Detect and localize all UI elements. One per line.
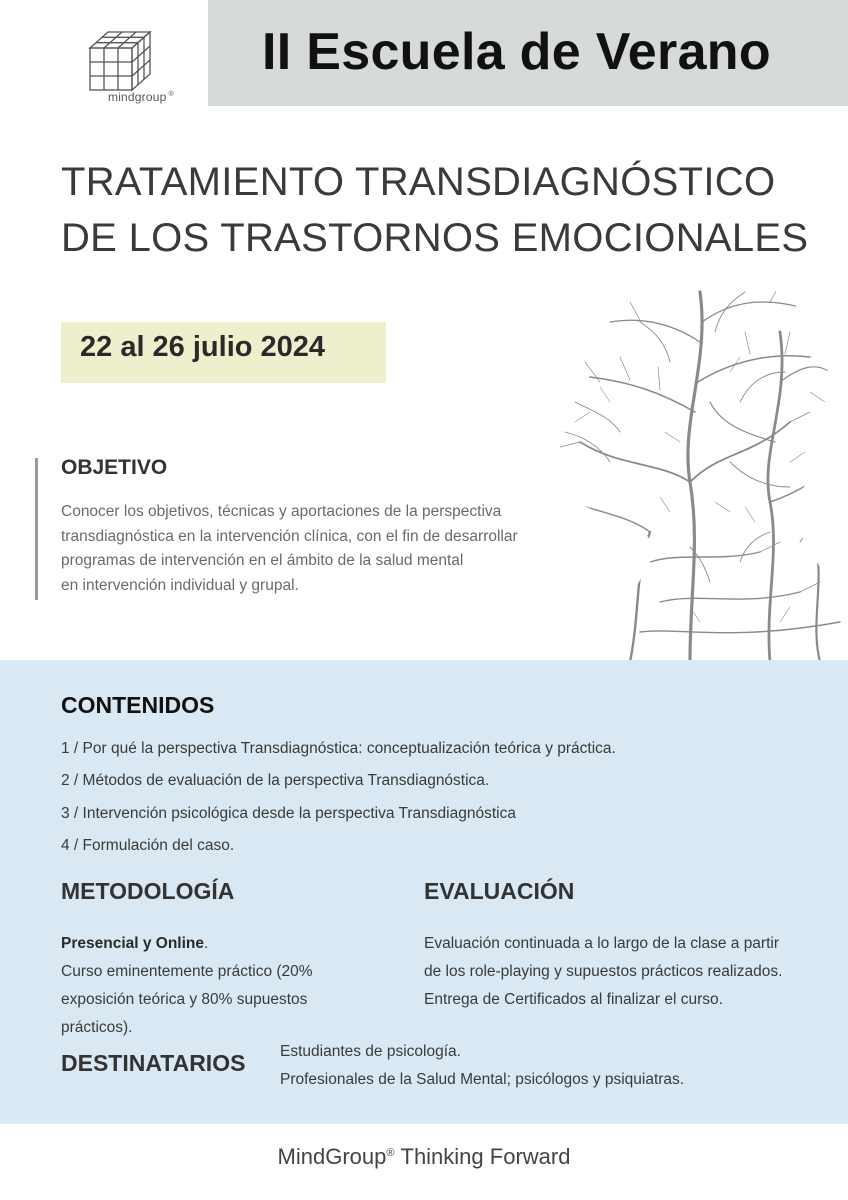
- contenidos-item: 2 / Métodos de evaluación de la perspectiva Transdiagnóstica.: [61, 772, 490, 789]
- metodologia-heading: METODOLOGÍA: [61, 878, 235, 904]
- logo-wordmark: mindgroup ®: [108, 90, 174, 104]
- evaluacion-heading: EVALUACIÓN: [424, 878, 575, 904]
- objetivo-line: Conocer los objetivos, técnicas y aportaciones de la perspectiva: [61, 503, 502, 520]
- cube-logo-icon: [86, 28, 156, 94]
- evaluacion-line: de los role-playing y supuestos prácticos realizados.: [424, 963, 783, 980]
- metodologia-text: [61, 930, 381, 1042]
- event-title: II Escuela de Verano: [262, 23, 771, 81]
- destinatarios-line: Estudiantes de psicología.: [280, 1043, 461, 1060]
- footer-tagline: MindGroup® Thinking Forward: [277, 1144, 571, 1169]
- destinatarios-heading: DESTINATARIOS: [61, 1050, 246, 1076]
- metodologia-line: Curso eminentemente práctico (20%: [61, 963, 313, 980]
- objetivo-accent-bar: [35, 458, 38, 600]
- evaluacion-line: Evaluación continuada a lo largo de la clase a partir: [424, 935, 780, 952]
- course-dates: 22 al 26 julio 2024: [80, 331, 326, 363]
- course-title: [61, 154, 808, 266]
- contenidos-item: 1 / Por qué la perspectiva Transdiagnóstica: conceptualización teórica y práctica.: [61, 740, 616, 757]
- contenidos-heading: CONTENIDOS: [61, 692, 215, 718]
- evaluacion-text: [424, 930, 844, 1014]
- contenidos-item: 3 / Intervención psicológica desde la perspectiva Transdiagnóstica: [61, 805, 516, 822]
- objetivo-line: programas de intervención en el ámbito de la salud mental: [61, 552, 464, 569]
- course-title-line: DE LOS TRASTORNOS EMOCIONALES: [61, 216, 809, 260]
- destinatarios-text: [280, 1038, 800, 1094]
- objetivo-line: transdiagnóstica en la intervención clínica, con el fin de desarrollar: [61, 527, 518, 545]
- objetivo-text: [61, 500, 561, 598]
- objetivo-line: en intervención individual y grupal.: [61, 576, 299, 594]
- metodologia-line: prácticos).: [61, 1019, 133, 1036]
- destinatarios-line: Profesionales de la Salud Mental; psicólogos y psiquiatras.: [280, 1071, 685, 1088]
- tree-silhouette-illustration: [540, 262, 848, 662]
- contenidos-item: 4 / Formulación del caso.: [61, 837, 235, 854]
- course-title-line: TRATAMIENTO TRANSDIAGNÓSTICO: [61, 160, 776, 204]
- evaluacion-line: Entrega de Certificados al finalizar el curso.: [424, 991, 723, 1008]
- metodologia-line: exposición teórica y 80% supuestos: [61, 991, 308, 1008]
- objetivo-heading: OBJETIVO: [61, 456, 168, 479]
- metodologia-modality: Presencial y Online.: [61, 935, 209, 952]
